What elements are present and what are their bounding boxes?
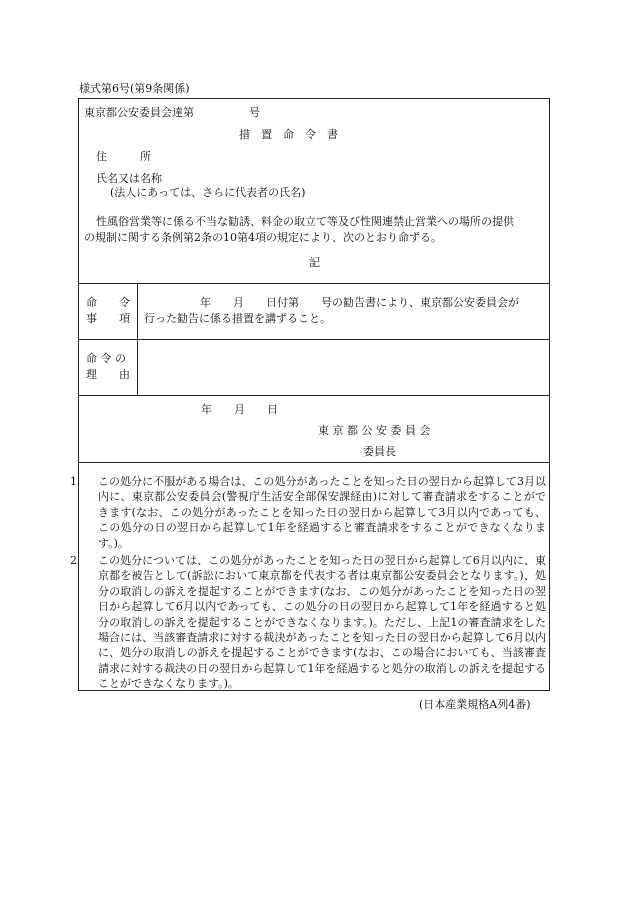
order-content-line-2: 行った勧告に係る措置を講ずること。 (144, 312, 331, 325)
name-note: (法人にあっては、さらに代表者の氏名) (110, 186, 306, 199)
order-label-line-2: 事 項 (86, 312, 130, 325)
body-text-line-1: 性風俗営業等に係る不当な勧誘、料金の取立て等及び性関連禁止営業への場所の提供 (96, 215, 514, 228)
body-text-line-2: の規制に関する条例第2条の10第4項の規定により、次のとおり命ずる。 (84, 231, 442, 244)
label-column-divider (137, 283, 138, 395)
divider-signature (78, 462, 550, 463)
ki-label: 記 (309, 256, 320, 269)
note-text: この処分に不服がある場合は、この処分があったことを知った日の翌日から起算して3月以内に、東京都公安委員会(警視庁生活安全部保安課経由)に対して審査請求をすることができます(なお、この処分があったことを知った日の翌日から起算して3月以内であっても、この処分の日の翌日から起算して1年を経過すると審査請求をすることができなくなります。)。 (98, 475, 546, 550)
footer-paper-size: (日本産業規格A列4番) (419, 698, 531, 711)
issuer-number: 東京都公安委員会達第 号 (84, 106, 260, 119)
note-text: この処分については、この処分があったことを知った日の翌日から起算して6月以内に、東京都を被告として(訴訟において東京都を代表する者は東京都公安委員会となります。)、処分の取消しの訴えを提起することができます(なお、この処分があったことを知った日の翌日から起算して6月以内であっても、この処分の日の翌日から起算して1年を経過すると処分の取消しの訴えを提起することができなくなります。)。ただし、上記1の審査請求をした場合には、当該審査請求に対する裁決があったことを知った日の翌日から起算して6月以内に、処分の取消しの訴えを提起することができます(なお、この場合においても、当該審査請求に対する裁決の日の翌日から起算して1年を経過すると処分の取消しの訴えを提起することができなくなります。)。 (98, 554, 546, 691)
note-number: 1 (70, 475, 77, 488)
order-content-line-1: 年 月 日付第 号の勧告書により、東京都公安委員会が (178, 296, 519, 309)
address-label: 住 所 (96, 150, 151, 163)
signature-date: 年 月 日 (201, 403, 278, 416)
document-title: 措 置 命 令 書 (239, 128, 338, 141)
form-number-label: 様式第6号(第9条関係) (79, 82, 190, 95)
notes-section (70, 474, 546, 692)
signature-authority: 東 京 都 公 安 委 員 会 (318, 424, 431, 437)
order-label-line-1: 命 令 (86, 296, 130, 309)
reason-label-line-1: 命 令 の (86, 352, 126, 365)
note-item-2 (70, 553, 546, 692)
name-label: 氏名又は名称 (96, 172, 162, 185)
signature-chair: 委員長 (363, 445, 396, 458)
divider-reason (78, 395, 550, 396)
note-number: 2 (70, 554, 77, 568)
note-item-1 (70, 474, 546, 551)
reason-label-line-2: 理 由 (86, 368, 130, 381)
divider-order (78, 339, 550, 340)
divider-header (78, 283, 550, 284)
